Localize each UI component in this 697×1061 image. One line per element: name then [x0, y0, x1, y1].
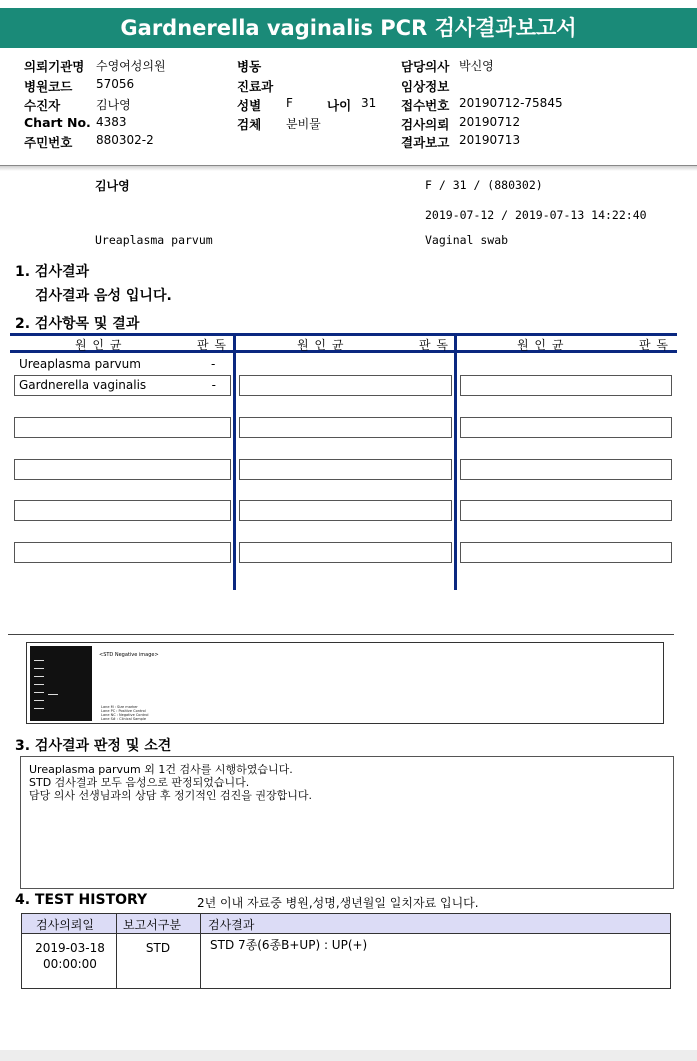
institution-value: 수영여성의원: [96, 59, 166, 73]
ward-label: 병동: [237, 59, 262, 74]
empty-cell: [460, 375, 672, 396]
request-date-label: 검사의뢰: [401, 117, 450, 132]
result-row-name: Ureaplasma parvum: [19, 357, 141, 371]
doctor-label: 담당의사: [401, 59, 450, 74]
history-row-time: 00:00:00: [43, 957, 97, 971]
empty-cell: [239, 542, 452, 563]
section-separator: [8, 634, 674, 635]
institution-label: 의뢰기관명: [24, 59, 85, 74]
gel-legend-item: Lane M : Size marker: [101, 705, 138, 709]
report-title: Gardnerella vaginalis PCR 검사결과보고서: [0, 8, 697, 48]
sex-value: F: [286, 96, 293, 110]
history-header-result: 검사결과: [208, 918, 255, 932]
empty-cell: [14, 500, 231, 521]
empty-cell: [14, 542, 231, 563]
chart-value: 4383: [96, 115, 127, 129]
comment-line: STD 검사결과 모두 음성으로 판정되었습니다.: [29, 776, 250, 789]
empty-cell: [239, 459, 452, 480]
header-info: [0, 48, 697, 166]
history-table: [21, 913, 671, 989]
section3-title: 3. 검사결과 판정 및 소견: [15, 738, 172, 754]
empty-cell: [460, 542, 672, 563]
empty-cell: [239, 375, 452, 396]
col1-result-header: 판 독: [197, 338, 227, 352]
empty-cell: [239, 500, 452, 521]
summary-test: Ureaplasma parvum: [95, 233, 213, 247]
history-header-date: 검사의뢰일: [36, 918, 94, 932]
col2-result-header: 판 독: [419, 338, 449, 352]
history-note: 2년 이내 자료중 병원,성명,생년월일 일치자료 입니다.: [197, 896, 479, 910]
section1-result: 검사결과 음성 입니다.: [35, 288, 172, 304]
age-label: 나이: [327, 98, 352, 113]
grid-divider-1: [233, 333, 236, 590]
grid-divider-2: [454, 333, 457, 590]
col3-pathogen-header: 원 인 균: [517, 338, 565, 352]
dept-label: 진료과: [237, 79, 274, 94]
result-row-value: -: [211, 357, 216, 371]
empty-cell: [14, 417, 231, 438]
clinical-label: 임상정보: [401, 79, 450, 94]
ssn-value: 880302-2: [96, 133, 154, 147]
summary-dates: 2019-07-12 / 2019-07-13 14:22:40: [425, 208, 647, 222]
comment-line: 담당 의사 선생님과의 상담 후 정기적인 검진을 권장합니다.: [29, 789, 312, 802]
patient-value: 김나영: [96, 98, 131, 112]
patient-label: 수진자: [24, 98, 61, 113]
col3-result-header: 판 독: [639, 338, 669, 352]
gel-image-box: [26, 642, 664, 724]
specimen-label: 검체: [237, 117, 262, 132]
header-divider: [0, 166, 697, 171]
doctor-value: 박신영: [459, 59, 494, 73]
col1-pathogen-header: 원 인 균: [75, 338, 123, 352]
section1-title: 1. 검사결과: [15, 264, 90, 280]
summary-name: 김나영: [95, 179, 130, 193]
page-bottom-strip: [0, 1050, 697, 1061]
hospital-code-label: 병원코드: [24, 79, 73, 94]
specimen-value: 분비물: [286, 117, 321, 131]
result-row: [14, 375, 231, 396]
result-row-name: Gardnerella vaginalis: [19, 378, 147, 392]
report-date-value: 20190713: [459, 133, 521, 147]
sex-label: 성별: [237, 98, 262, 113]
history-header-type: 보고서구분: [123, 918, 181, 932]
gel-image-caption: <STD Negative image>: [99, 652, 159, 658]
gel-legend-item: Lane S# : Clinical Sample: [101, 717, 146, 721]
section4-title: 4. TEST HISTORY: [15, 892, 148, 908]
request-date-value: 20190712: [459, 115, 521, 129]
age-value: 31: [361, 96, 377, 110]
hospital-code-value: 57056: [96, 77, 135, 91]
gel-legend-item: Lane NC : Negative Control: [101, 713, 149, 717]
empty-cell: [239, 417, 452, 438]
empty-cell: [460, 459, 672, 480]
gel-electrophoresis-image: [30, 646, 92, 721]
ssn-label: 주민번호: [24, 135, 73, 150]
summary-sex-age: F / 31 / (880302): [425, 178, 543, 192]
history-row-date: 2019-03-18: [35, 941, 105, 955]
col2-pathogen-header: 원 인 균: [297, 338, 345, 352]
empty-cell: [460, 417, 672, 438]
comment-box: [20, 756, 674, 889]
section2-title: 2. 검사항목 및 결과: [15, 316, 140, 332]
summary-specimen: Vaginal swab: [425, 233, 509, 247]
result-row-value: -: [211, 378, 216, 392]
history-row-result: STD 7종(6종B+UP) : UP(+): [210, 938, 368, 952]
receipt-value: 20190712-75845: [459, 96, 563, 110]
comment-line: Ureaplasma parvum 외 1건 검사를 시행하였습니다.: [29, 763, 293, 776]
history-row-type: STD: [145, 941, 171, 955]
report-date-label: 결과보고: [401, 135, 450, 150]
gel-legend-item: Lane PC : Positive Control: [101, 709, 146, 713]
history-header-row: [22, 914, 670, 934]
empty-cell: [460, 500, 672, 521]
empty-cell: [14, 459, 231, 480]
receipt-label: 접수번호: [401, 98, 450, 113]
chart-label: Chart No.: [24, 115, 91, 130]
